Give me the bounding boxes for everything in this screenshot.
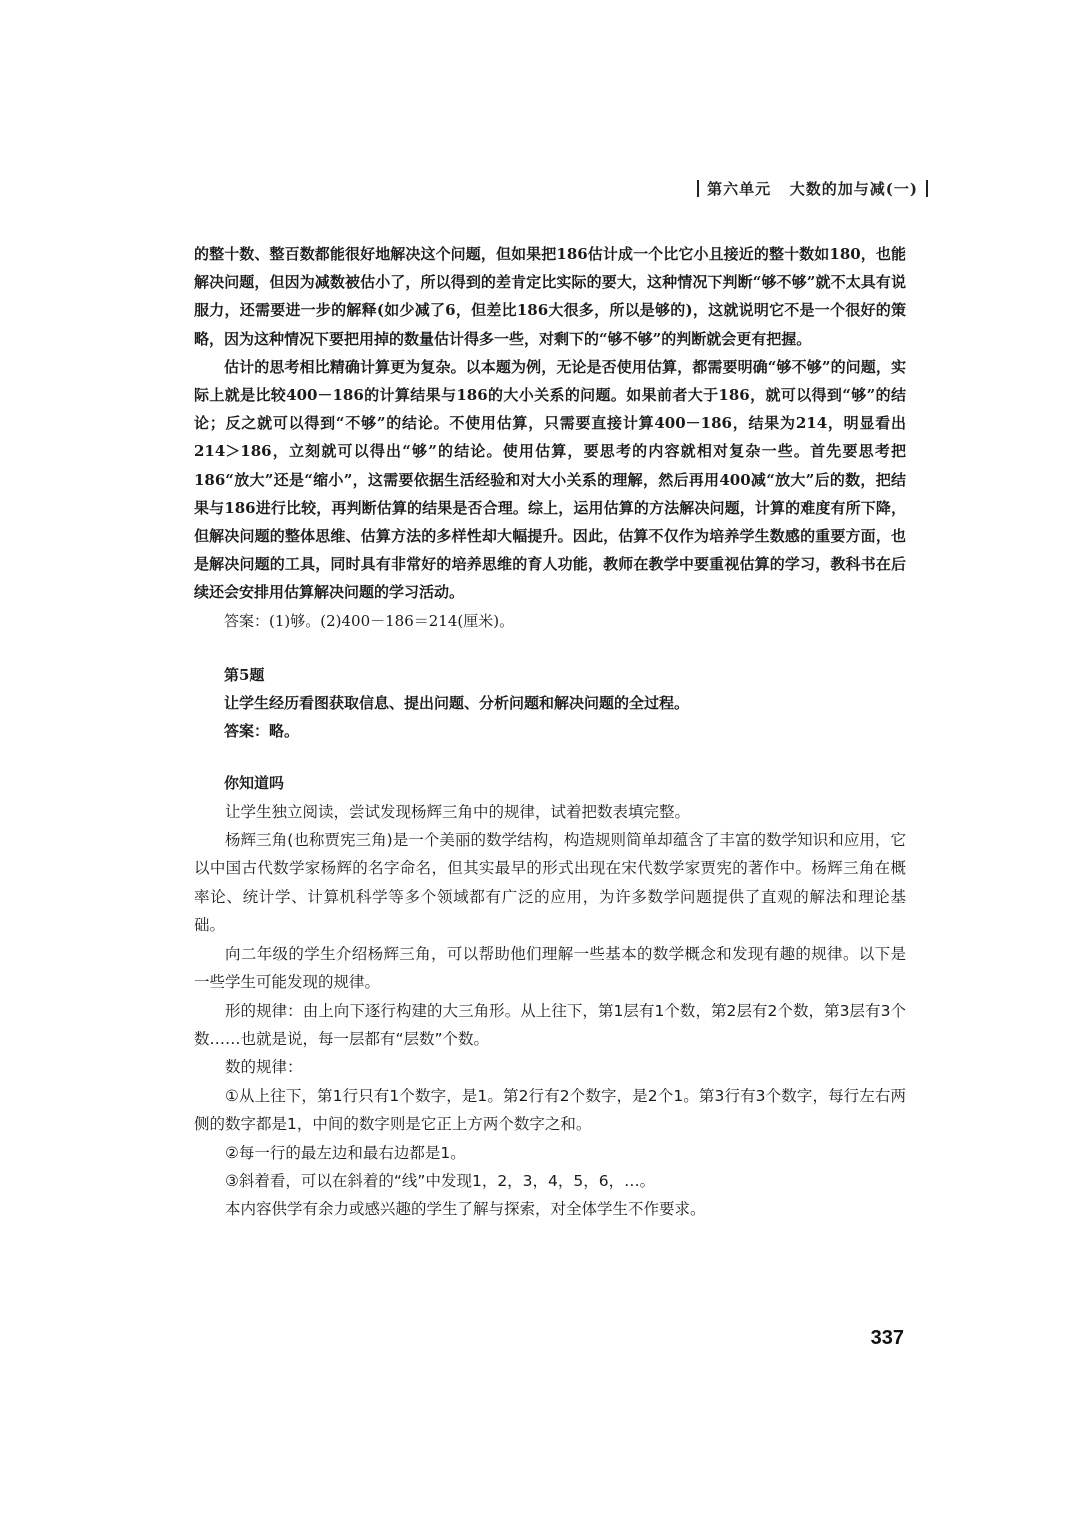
dyk-paragraph: 形的规律：由上向下逐行构建的大三角形。从上往下，第1层有1个数，第2层有2个数，第3层有3个数……也就是说，每一层都有“层数”个数。: [194, 1001, 906, 1048]
paragraph-estimation: 估计的思考相比精确计算更为复杂。以本题为例，无论是否使用估算，都需要明确“够不够”的问题，实际上就是比较400－186的计算结果与186的大小关系的问题。如果前者大于186，就可以得到“够”的结论；反之就可以得到“不够”的结论。不使用估算，只需要直接计算400－186，结果为214，明显看出214＞186，立刻就可以得出“够”的结论。使用估算，要思考的内容就相对复杂一些。首先要思考把186“放大”还是“缩小”，这需要依据生活经验和对大小关系的理解，然后再用400减“放大”后的数，把结果与186进行比较，再判断估算的结果是否合理。综上，运用估算的方法解决问题，计算的难度有所下降，但解决问题的整体思维、估算方法的多样性却大幅提升。因此，估算不仅作为培养学生数感的重要方面，也是解决问题的工具，同时具有非常好的培养思维的育人功能，教师在教学中要重视估算的学习，教科书在后续还会安排用估算解决问题的学习活动。: [194, 357, 906, 602]
did-you-know-section: [194, 769, 906, 1223]
header-right-bar: [926, 180, 928, 197]
section-title-did-you-know: 你知道吗: [224, 774, 285, 793]
spacer: [194, 745, 906, 769]
page-body: [194, 240, 906, 1224]
spacer: [194, 635, 906, 661]
paragraph-continued: 的整十数、整百数都能很好地解决这个问题，但如果把186估计成一个比它小且接近的整十数如180，也能解决问题，但因为减数被估小了，所以得到的差肯定比实际的要大，这种情况下判断“够不够”就不太具有说服力，还需要进一步的解释(如少减了6，但差比186大很多，所以是够的)，这就说明它不是一个很好的策略，因为这种情况下要把用掉的数量估计得多一些，对剩下的“够不够”的判断就会更有把握。: [194, 245, 906, 348]
dyk-paragraph: 向二年级的学生介绍杨辉三角，可以帮助他们理解一些基本的数学概念和发现有趣的规律。以下是一些学生可能发现的规律。: [194, 944, 906, 992]
section-title-q5: 第5题: [224, 665, 265, 684]
dyk-paragraph: 本内容供学有余力或感兴趣的学生了解与探索，对全体学生不作要求。: [225, 1200, 706, 1219]
answer-q4: 答案：(1)够。(2)400－186＝214(厘米)。: [224, 611, 515, 630]
dyk-paragraph: 数的规律：: [225, 1058, 303, 1077]
page-number: 337: [870, 1327, 904, 1349]
dyk-paragraph: ③斜着看，可以在斜着的“线”中发现1，2，3，4，5，6，…。: [225, 1171, 656, 1190]
header-unit: 第六单元: [707, 180, 772, 198]
running-header: [689, 178, 936, 199]
header-left-bar: [697, 180, 699, 197]
dyk-paragraph: 让学生独立阅读，尝试发现杨辉三角中的规律，试着把数表填完整。: [225, 802, 691, 821]
dyk-paragraph: 杨辉三角(也称贾宪三角)是一个美丽的数学结构，构造规则简单却蕴含了丰富的数学知识和应用，它以中国古代数学家杨辉的名字命名，但其实最早的形式出现在宋代数学家贾宪的著作中。杨辉三角在概率论、统计学、计算机科学等多个领域都有广泛的应用，为许多数学问题提供了直观的解法和理论基础。: [194, 831, 906, 935]
header-title: 大数的加与减(一): [789, 180, 918, 198]
dyk-paragraph: ②每一行的最左边和最右边都是1。: [225, 1143, 466, 1162]
q5-answer: 答案：略。: [224, 722, 300, 741]
dyk-paragraph: ①从上往下，第1行只有1个数字，是1。第2行有2个数字，是2个1。第3行有3个数字，每行左右两侧的数字都是1，中间的数字则是它正上方两个数字之和。: [194, 1086, 906, 1134]
q5-text: 让学生经历看图获取信息、提出问题、分析问题和解决问题的全过程。: [224, 694, 690, 713]
